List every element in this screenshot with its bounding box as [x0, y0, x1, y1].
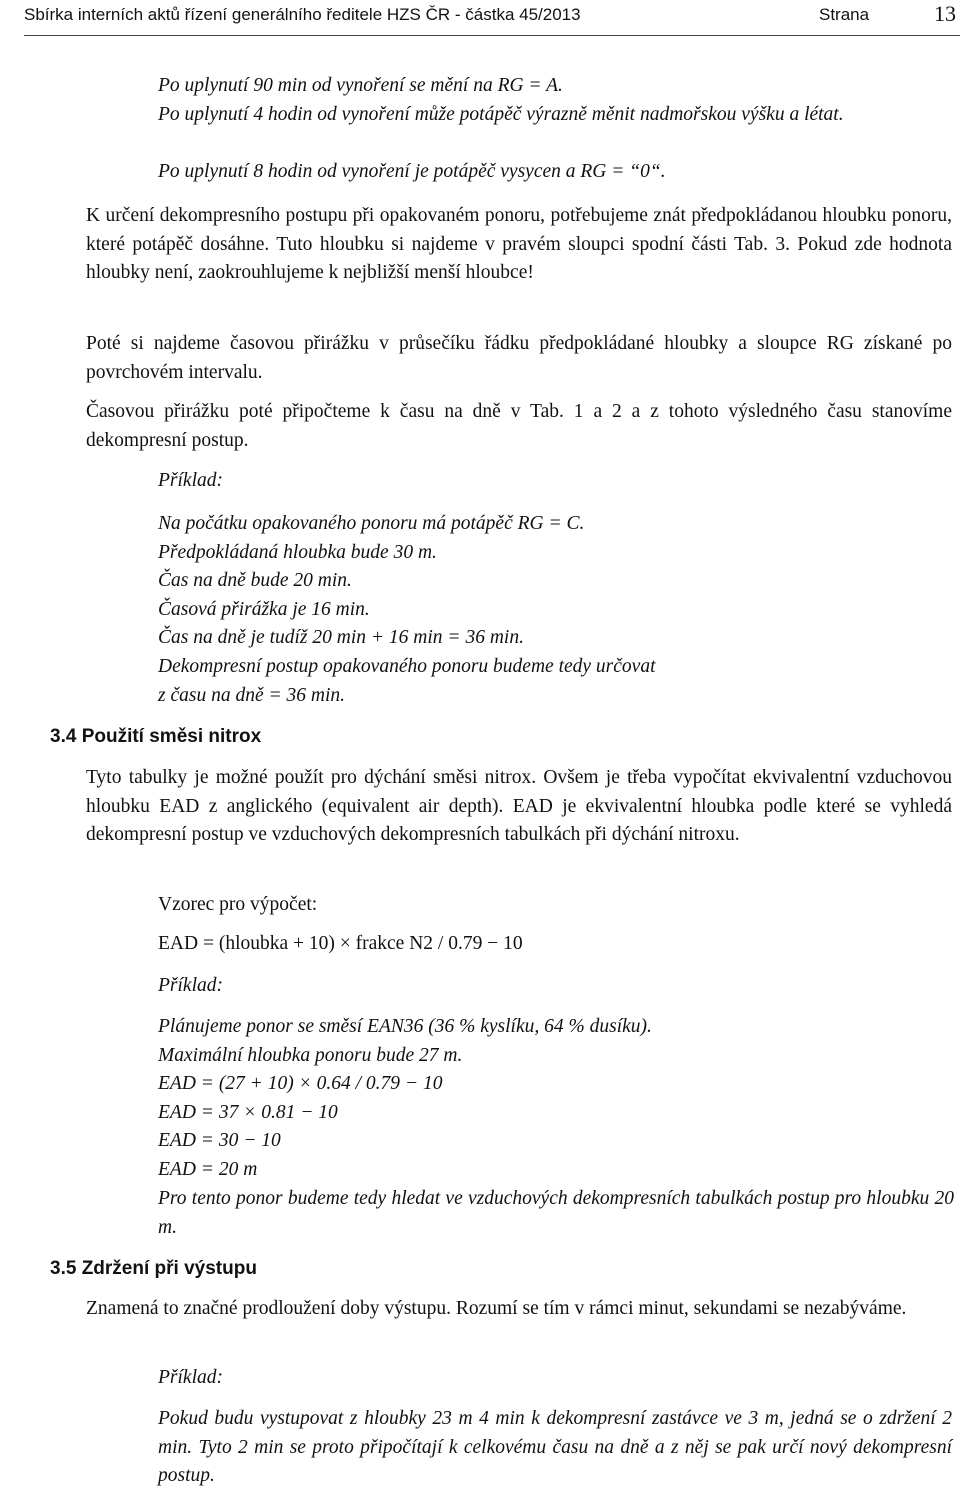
formula: EAD = (hloubka + 10) × frakce N2 / 0.79 − 10 [158, 933, 523, 954]
paragraph-pote: Poté si najdeme časovou přirážku v průsečíku řádku předpokládané hloubky a sloupce RG získané po povrchovém intervalu. [86, 333, 952, 383]
section-3-5-heading: 3.5 Zdržení při výstupu [50, 1258, 257, 1279]
intro-line-8h: Po uplynutí 8 hodin od vynoření je potápěč vysycen a RG = “0“. [158, 161, 666, 182]
example2-line: EAD = 30 − 10 [158, 1130, 281, 1152]
example1-line: Dekompresní postup opakovaného ponoru budeme tedy určovat [158, 655, 656, 677]
example2-line: EAD = 20 m [158, 1158, 258, 1180]
paragraph-casovou: Časovou přirážku poté připočteme k času na dně v Tab. 1 a 2 a z tohoto výsledného času stanovíme dekompresní postup. [86, 401, 952, 451]
formula-label: Vzorec pro výpočet: [158, 894, 318, 915]
example2-conclusion: Pro tento ponor budeme tedy hledat ve vzduchových dekompresních tabulkách postup pro hloubku 20 m. [158, 1188, 954, 1238]
example2-block [158, 1013, 652, 1185]
example1-block [158, 510, 656, 710]
section-3-4-heading: 3.4 Použití směsi nitrox [50, 726, 262, 747]
page-number: 13 [934, 1, 956, 26]
example1-line: Čas na dně bude 20 min. [158, 570, 352, 592]
example1-line: z času na dně = 36 min. [158, 684, 346, 706]
example1-label: Příklad: [158, 470, 223, 491]
example1-line: Na počátku opakovaného ponoru má potápěč RG = C. [158, 513, 585, 534]
intro-line-4h: Po uplynutí 4 hodin od vynoření může potápěč výrazně měnit nadmořskou výšku a létat. [158, 104, 844, 125]
example1-line: Předpokládaná hloubka bude 30 m. [158, 541, 437, 563]
example1-line: Časová přirážka je 16 min. [158, 598, 370, 620]
example2-line: Plánujeme ponor se směsí EAN36 (36 % kyslíku, 64 % dusíku). [158, 1016, 652, 1037]
header-title: Sbírka interních aktů řízení generálního ředitele HZS ČR - částka 45/2013 [24, 5, 581, 24]
example3-label: Příklad: [158, 1367, 223, 1388]
section-3-4-paragraph: Tyto tabulky je možné použít pro dýchání směsi nitrox. Ovšem je třeba vypočítat ekvivalentní vzduchovou hloubku EAD z anglického (equivalent air depth). EAD je ekvivalentní hloubka podle které se vyhledá dekompresní postup ve vzduchových dekompresních tabulkách při dýchání nitroxu. [86, 767, 952, 846]
example1-line: Čas na dně je tudíž 20 min + 16 min = 36 min. [158, 627, 524, 649]
header-divider [24, 35, 960, 36]
intro-line-90min: Po uplynutí 90 min od vynoření se mění na RG = A. [158, 75, 563, 96]
example2-line: EAD = (27 + 10) × 0.64 / 0.79 − 10 [158, 1073, 443, 1095]
example3-text: Pokud budu vystupovat z hloubky 23 m 4 min k dekompresní zastávce ve 3 m, jedná se o zdržení 2 min. Tyto 2 min se proto připočítají k celkovému času na dně a z něj se pak určí nový dekompresní postup. [158, 1408, 952, 1487]
header-strana-label: Strana [819, 5, 870, 24]
paragraph-k-urceni: K určení dekompresního postupu při opakovaném ponoru, potřebujeme znát předpokládanou hloubku ponoru, které potápěč dosáhne. Tuto hloubku si najdeme v pravém sloupci spodní části Tab. 3. Pokud zde hodnota hloubky není, zaokrouhlujeme k nejbližší menší hloubce! [86, 205, 952, 284]
page-header [24, 0, 956, 31]
example2-label: Příklad: [158, 975, 223, 996]
example2-line: EAD = 37 × 0.81 − 10 [158, 1101, 338, 1123]
section-3-5-paragraph: Znamená to značné prodloužení doby výstupu. Rozumí se tím v rámci minut, sekundami se nezabýváme. [86, 1298, 907, 1319]
example2-line: Maximální hloubka ponoru bude 27 m. [158, 1044, 463, 1066]
